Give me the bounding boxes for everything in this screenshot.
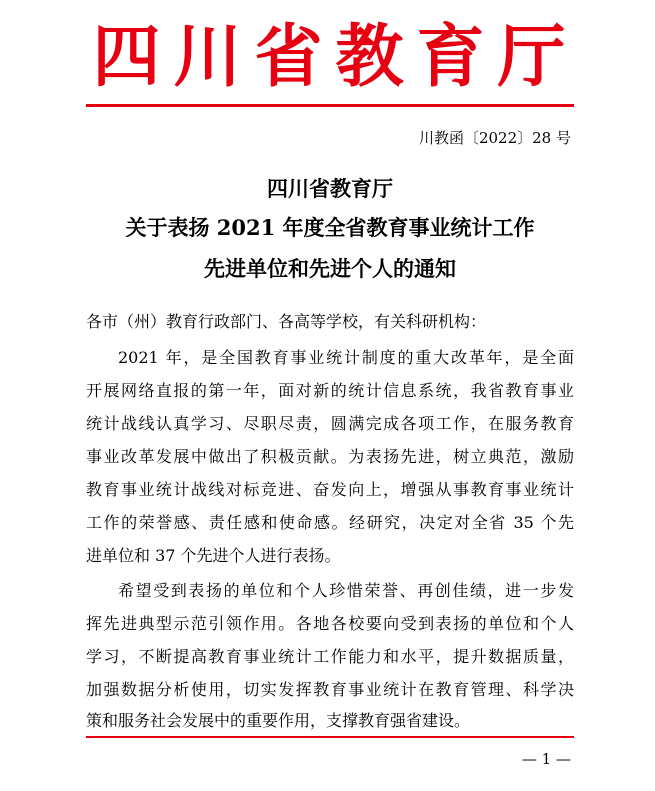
document-title-line-3: 先进单位和先进个人的通知 [204, 256, 456, 281]
masthead-char: 省 [254, 17, 323, 97]
document-number: 川教函〔2022〕28 号 [418, 129, 571, 147]
paragraph-1-line: 2021 年，是全国教育事业统计制度的重大改革年，是全面 [118, 348, 574, 367]
paragraph-1-line: 工作的荣誉感、责任感和使命感。经研究，决定对全省 35 个先 [86, 513, 574, 532]
masthead-char: 四 [92, 17, 161, 97]
document-title-line-1: 四川省教育厅 [267, 176, 393, 201]
paragraph-2-line: 学习，不断提高教育事业统计工作能力和水平，提升数据质量， [86, 647, 574, 666]
paragraph-1-line: 开展网络直报的第一年，面对新的统计信息系统，我省教育事业 [86, 381, 574, 400]
addressee: 各市（州）教育行政部门、各高等学校，有关科研机构： [86, 312, 487, 331]
paragraph-1-line: 事业改革发展中做出了积极贡献。为表扬先进，树立典范，激励 [86, 447, 574, 466]
paragraph-2-line: 策和服务社会发展中的重要作用，支撑教育强省建设。 [86, 711, 471, 730]
masthead-title [86, 14, 572, 100]
masthead-char: 育 [416, 17, 485, 97]
page-number: — 1 — [521, 750, 571, 768]
paragraph-1-line: 统计战线认真学习、尽职尽责，圆满完成各项工作，在服务教育 [86, 414, 574, 433]
document-title-line-2: 关于表扬 2021 年度全省教育事业统计工作 [125, 215, 535, 240]
masthead-char: 教 [335, 17, 404, 97]
paragraph-2-line: 加强数据分析使用，切实发挥教育事业统计在教育管理、科学决 [86, 680, 574, 699]
masthead-char: 川 [173, 17, 242, 97]
paragraph-1-line: 教育事业统计战线对标竞进、奋发向上，增强从事教育事业统计 [86, 480, 574, 499]
footer-divider [86, 736, 574, 738]
masthead-char: 厅 [497, 17, 566, 97]
masthead-divider [86, 104, 574, 107]
paragraph-1-line: 进单位和 37 个先进个人进行表扬。 [86, 546, 341, 565]
paragraph-2-line: 希望受到表扬的单位和个人珍惜荣誉、再创佳绩，进一步发 [118, 581, 574, 600]
paragraph-2-line: 挥先进典型示范引领作用。各地各校要向受到表扬的单位和个人 [86, 614, 574, 633]
